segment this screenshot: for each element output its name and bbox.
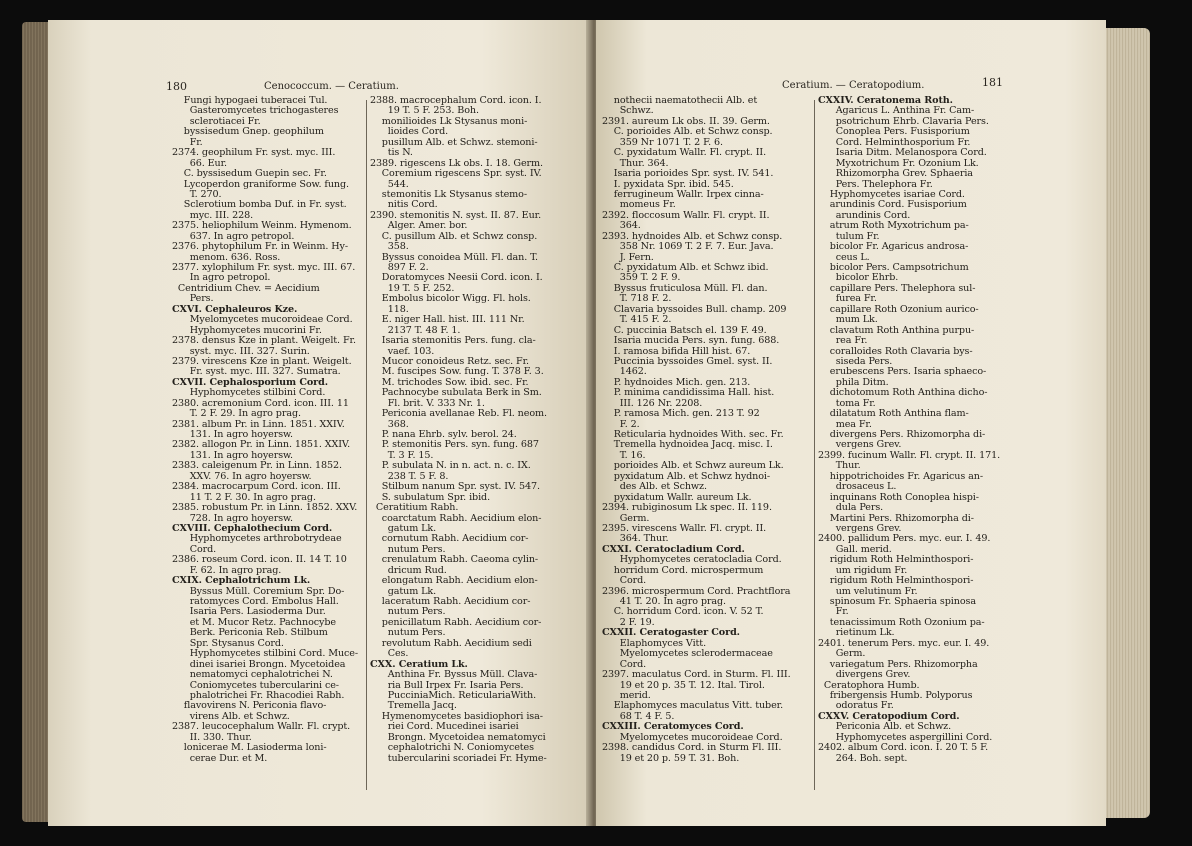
left-page-number: 180 [166,80,187,93]
text-line: furea Fr. [818,293,877,305]
text-line: fribergensis Humb. Polyporus [818,689,973,701]
text-line: flavovirens N. Periconia flavo- [172,700,327,712]
text-line: Cord. Helminthosporium Fr. [818,136,971,148]
text-line: Myelomycetes mucoroideae Cord. [172,314,353,326]
text-line: 264. Boh. sept. [818,752,908,764]
text-line: Hyphomycetes stilbini Cord. [172,387,326,399]
text-line: Brongn. Mycetoidea nematomyci [370,731,546,743]
text-line: arundinis Cord. Fusisporium [818,199,967,211]
text-line: Cord. [602,575,647,587]
text-line: penicillatum Rabh. Aecidium cor- [370,616,542,628]
text-line: Byssus fruticulosa Müll. Fl. dan. [602,282,768,294]
text-line: I. pyxidata Spr. ibid. 545. [602,178,734,190]
text-line: M. fuscipes Sow. fung. T. 378 F. 3. [370,366,544,378]
text-line: Schwz. [602,105,654,117]
text-line: 359 Nr 1071 T. 2 F. 6. [602,136,724,148]
text-line: erubescens Pers. Isaria sphaeco- [818,366,987,378]
text-line: CXXII. Ceratogaster Cord. [602,627,740,639]
text-line: ria Bull Irpex Fr. Isaria Pers. [370,679,524,691]
text-line: Clavaria byssoides Bull. champ. 209 [602,303,787,315]
text-line: variegatum Pers. Rhizomorpha [818,658,978,670]
text-line: rigidum Roth Helminthospori- [818,575,974,587]
text-line: et M. Mucor Retz. Pachnocybe [172,616,336,628]
text-line: 2396. microspermum Cord. Prachtflora [602,585,791,597]
text-line: PucciniaMich. ReticulariaWith. [370,689,537,701]
text-line: Ceratitium Rabh. [370,502,459,514]
text-line: 2401. tenerum Pers. myc. eur. I. 49. [818,637,990,649]
text-line: In agro petropol. [172,272,271,284]
text-line: mum Lk. [818,314,878,326]
right-page [596,20,1106,826]
text-line: 2375. heliophilum Weinm. Hymenom. [172,220,352,232]
text-line: 131. In agro hoyersw. [172,429,293,440]
text-line: 2390. stemonitis N. syst. II. 87. Eur. [370,209,542,221]
text-line: Reticularia hydnoides With. sec. Fr. [602,429,784,440]
text-line: Thur. 364. [602,157,669,169]
text-line: Hymenomycetes basidiophori isa- [370,710,543,722]
text-line: 2376. phytophilum Fr. in Weinm. Hy- [172,241,348,253]
text-line: virens Alb. et Schwz. [172,710,290,722]
text-line: 2374. geophilum Fr. syst. myc. III. [172,147,336,159]
text-line: XXV. 76. In agro hoyersw. [172,470,312,482]
text-line: 19 T. 5 F. 253. Boh. [370,105,479,117]
text-line: odoratus Fr. [818,700,894,712]
text-line: CXX. Ceratium Lk. [370,658,468,670]
text-line: 66. Eur. [172,157,227,169]
text-line: ferrugineum Wallr. Irpex cinna- [602,188,764,200]
text-line: Myelomycetes sclerodermaceae [602,648,773,660]
text-line: M. trichodes Sow. ibid. sec. Fr. [370,376,529,388]
text-line: Martini Pers. Rhizomorpha di- [818,512,974,524]
left-column-1 [172,96,358,764]
text-line: Hyphomycetes aspergillini Cord. [818,731,993,743]
text-line: 2398. candidus Cord. in Sturm Fl. III. [602,742,782,754]
text-line: des Alb. et Schwz. [602,481,707,493]
text-line: 2386. roseum Cord. icon. II. 14 T. 10 [172,554,347,566]
text-line: Agaricus L. Anthina Fr. Cam- [818,105,975,117]
text-line: riei Cord. Mucedinei isariei [370,721,519,733]
text-line: 2399. fucinum Wallr. Fl. crypt. II. 171. [818,449,1001,461]
text-line: CXVII. Cephalosporium Cord. [172,376,328,388]
text-line: divergens Pers. Rhizomorpha di- [818,429,986,440]
text-line: 2382. allogon Pr. in Linn. 1851. XXIV. [172,439,351,451]
text-line: 2383. caleigenum Pr. in Linn. 1852. [172,460,342,472]
text-line: T. 2 F. 29. In agro prag. [172,408,301,420]
text-line: Rhizomorpha Grev. Sphaeria [818,168,973,180]
text-line: Germ. [818,648,866,660]
text-line: sclerotiacei Fr. [172,115,261,127]
text-line: Byssus conoidea Müll. Fl. dan. T. [370,251,538,263]
text-line: CXXV. Ceratopodium Cord. [818,710,960,722]
text-line: CXXI. Ceratocladium Cord. [602,543,745,555]
text-line: Cord. [172,543,217,555]
text-line: Berk. Periconia Reb. Stilbum [172,627,328,639]
text-line: Myxotrichum Fr. Ozonium Lk. [818,157,979,169]
text-line: cornutum Rabh. Aecidium cor- [370,533,529,545]
text-line: Lycoperdon graniforme Sow. fung. [172,178,349,190]
text-line: pyxidatum Alb. et Schwz hydnoi- [602,470,771,482]
text-line: 2379. virescens Kze in plant. Weigelt. [172,355,352,367]
text-line: F. 62. In agro prag. [172,564,282,576]
text-line: Germ. [602,512,650,524]
text-line: clavatum Roth Anthina purpu- [818,324,975,336]
text-line: P. minima candidissima Hall. hist. [602,387,775,399]
text-line: nutum Pers. [370,606,446,618]
text-line: 2395. virescens Wallr. Fl. crypt. II. [602,522,767,534]
text-line: coarctatum Rabh. Aecidium elon- [370,512,542,524]
text-line: ratomyces Cord. Embolus Hall. [172,596,339,607]
text-line: 19 T. 5 F. 252. [370,282,455,294]
text-line: 2387. leucocephalum Wallr. Fl. crypt. [172,721,351,733]
text-line: dricum Rud. [370,564,447,576]
text-line: 2392. floccosum Wallr. Fl. crypt. II. [602,209,770,221]
text-line: merid. [602,689,651,701]
text-line: 238 T. 5 F. 8. [370,470,449,482]
text-line: myc. III. 228. [172,209,254,221]
text-line: III. 126 Nr. 2208. [602,397,703,409]
text-line: capillare Pers. Thelephora sul- [818,282,976,294]
text-line: Periconia avellanae Reb. Fl. neom. [370,408,547,420]
text-line: Pers. Thelephora Fr. [818,178,933,190]
text-line: Hyphomycetes isariae Cord. [818,188,965,200]
text-line: gatum Lk. [370,585,437,597]
column-rule [814,100,815,790]
text-line: 359 T. 2 F. 9. [602,272,681,284]
text-line: nematomyci cephalotrichei N. [172,669,333,681]
text-line: Isaria Pers. Lasioderma Dur. [172,606,326,618]
text-line: tulum Fr. [818,230,880,242]
text-line: Fl. brit. V. 333 Nr. 1. [370,397,485,409]
text-line: spinosum Fr. Sphaeria spinosa [818,596,976,607]
text-line: bicolor Pers. Campsotrichum [818,262,969,273]
text-line: nitis Cord. [370,199,438,211]
text-line: atrum Roth Myxotrichum pa- [818,220,969,232]
text-line: horridum Cord. microspermum [602,564,764,576]
text-line: C. puccinia Batsch el. 139 F. 49. [602,324,767,336]
text-line: revolutum Rabh. Aecidium sedi [370,637,532,649]
text-line: phalotrichei Fr. Rhacodiei Rabh. [172,689,345,701]
text-line: Ces. [370,648,409,660]
text-line: Tremella hydnoidea Jacq. misc. I. [602,439,773,451]
text-line: capillare Roth Ozonium aurico- [818,303,979,315]
text-line: ceus L. [818,251,870,263]
text-line: gatum Lk. [370,522,437,534]
text-line: dula Pers. [818,502,884,514]
text-line: elongatum Rabh. Aecidium elon- [370,575,538,587]
text-line: P. ramosa Mich. gen. 213 T. 92 [602,408,760,420]
text-line: Fr. syst. myc. III. 327. Sumatra. [172,366,341,378]
text-line: 2385. robustum Pr. in Linn. 1852. XXV. [172,502,358,514]
text-line: 131. In agro hoyersw. [172,449,293,461]
text-line: coralloides Roth Clavaria bys- [818,345,973,357]
text-line: 41 T. 20. In agro prag. [602,596,726,607]
text-line: 2381. album Pr. in Linn. 1851. XXIV. [172,418,345,430]
text-line: Cord. [602,658,647,670]
text-line: Doratomyces Neesii Cord. icon. I. [370,272,543,284]
text-line: pusillum Alb. et Schwz. stemoni- [370,136,538,148]
text-line: siseda Pers. [818,355,893,367]
text-line: Isaria stemonitis Pers. fung. cla- [370,335,536,347]
text-line: nutum Pers. [370,543,446,555]
text-line: nothecii naematothecii Alb. et [602,95,758,106]
text-line: Coniomycetes tubercularini ce- [172,679,339,691]
text-line: rigidum Roth Helminthospori- [818,554,974,566]
column-rule [366,100,367,790]
text-line: lioides Cord. [370,126,449,138]
text-line: CXVI. Cephaleuros Kze. [172,303,298,315]
text-line: porioides Alb. et Schwz aureum Lk. [602,460,784,472]
text-line: 68 T. 4 F. 5. [602,710,675,722]
text-line: T. 415 F. 2. [602,314,672,326]
text-line: vaef. 103. [370,345,435,357]
text-line: rea Fr. [818,335,868,347]
text-line: 728. In agro hoyersw. [172,512,293,524]
text-line: vergens Grev. [818,522,902,534]
text-line: dichotomum Roth Anthina dicho- [818,387,988,399]
text-line: Ceratophora Humb. [818,679,920,691]
text-line: 2384. macrocarpum Cord. icon. III. [172,481,341,493]
text-line: drosaceus L. [818,481,897,493]
text-line: E. niger Hall. hist. III. 111 Nr. [370,314,525,326]
text-line: Pachnocybe subulata Berk in Sm. [370,387,542,399]
text-line: 358 Nr. 1069 T. 2 F. 7. Eur. Java. [602,241,774,253]
text-line: tis N. [370,147,413,159]
text-line: Fr. [172,136,203,148]
left-running-head: Cenococcum. — Ceratium. [264,81,399,92]
text-line: 2397. maculatus Cord. in Sturm. Fl. III. [602,669,791,681]
text-line: bicolor Fr. Agaricus androsa- [818,241,969,253]
text-line: hippotrichoides Fr. Agaricus an- [818,470,983,482]
text-line: P. stemonitis Pers. syn. fung. 687 [370,439,539,451]
text-line: C. pyxidatum Wallr. Fl. crypt. II. [602,147,767,159]
right-column-2 [818,96,1000,764]
text-line: 2391. aureum Lk obs. II. 39. Germ. [602,115,770,127]
text-line: Isaria Ditm. Melanospora Cord. [818,147,987,159]
text-line: 19 et 20 p. 35 T. 12. Ital. Tirol. [602,679,765,691]
text-line: Gall. merid. [818,543,892,555]
text-line: pyxidatum Wallr. aureum Lk. [602,491,752,503]
text-line: um rigidum Fr. [818,564,908,576]
text-line: Fungi hypogaei tuberacei Tul. [172,95,328,106]
text-line: Mucor conoideus Retz. sec. Fr. [370,355,529,367]
text-line: 2402. album Cord. icon. I. 20 T. 5 F. [818,742,989,754]
text-line: CXXIV. Ceratonema Roth. [818,95,953,106]
text-line: 1462. [602,366,647,378]
text-line: Centridium Chev. = Aecidium [172,282,320,294]
text-line: arundinis Cord. [818,209,911,221]
text-line: 2388. macrocephalum Cord. icon. I. [370,95,542,106]
text-line: laceratum Rabh. Aecidium cor- [370,596,531,607]
text-line: CXXIII. Ceratomyces Cord. [602,721,744,733]
text-line: byssisedum Gnep. geophilum [172,126,324,138]
text-line: um velutinum Fr. [818,585,918,597]
text-line: Isaria mucida Pers. syn. fung. 688. [602,335,780,347]
text-line: 19 et 20 p. 59 T. 31. Boh. [602,752,740,764]
text-line: 2394. rubiginosum Lk spec. II. 119. [602,502,772,514]
text-line: Elaphomyces Vitt. [602,637,707,649]
text-line: Hyphomycetes mucorini Fr. [172,324,322,336]
text-line: T. 3 F. 15. [370,449,434,461]
text-line: CXIX. Cephalotrichum Lk. [172,575,311,587]
text-line: Hyphomycetes ceratocladia Cord. [602,554,782,566]
text-line: 364. [602,220,641,232]
text-line: divergens Grev. [818,669,911,681]
text-line: tenacissimum Roth Ozonium pa- [818,616,985,628]
left-column-2 [370,96,547,764]
text-line: Byssus Müll. Coremium Spr. Do- [172,585,345,597]
text-line: Stilbum nanum Spr. syst. IV. 547. [370,481,540,493]
text-line: 358. [370,241,409,253]
text-line: nutum Pers. [370,627,446,639]
text-line: 2137 T. 48 F. 1. [370,324,461,336]
text-line: Gasteromycetes trichogasteres [172,105,339,117]
text-line: 637. In agro petropol. [172,230,295,242]
text-line: 2380. acremonium Cord. icon. III. 11 [172,397,349,409]
text-line: Pers. [172,293,214,305]
text-line: C. byssisedum Guepin sec. Fr. [172,168,327,180]
text-line: menom. 636. Ross. [172,251,281,263]
text-line: cerae Dur. et M. [172,752,268,764]
text-line: monilioides Lk Stysanus moni- [370,115,528,127]
text-line: S. subulatum Spr. ibid. [370,491,491,503]
book-edge-right [1100,28,1150,818]
text-line: Puccinia byssoides Gmel. syst. II. [602,355,773,367]
text-line: Hyphomycetes stilbini Cord. Muce- [172,648,359,660]
text-line: Conoplea Pers. Fusisporium [818,126,970,138]
text-line: CXVIII. Cephalothecium Cord. [172,522,333,534]
text-line: dilatatum Roth Anthina flam- [818,408,969,420]
right-running-head: Ceratium. — Ceratopodium. [782,80,925,91]
left-page [48,20,590,826]
text-line: stemonitis Lk Stysanus stemo- [370,188,527,200]
text-line: cephalotrichi N. Coniomycetes [370,742,534,754]
text-line: rietinum Lk. [818,627,895,639]
text-line: Alger. Amer. bor. [370,220,468,232]
text-line: toma Fr. [818,397,876,409]
text-line: T. 718 F. 2. [602,293,672,305]
text-line: dinei isariei Brongn. Mycetoidea [172,658,346,670]
text-line: T. 16. [602,449,646,461]
text-line: J. Fern. [602,251,654,263]
text-line: 2389. rigescens Lk obs. I. 18. Germ. [370,157,543,169]
text-line: Coremium rigescens Spr. syst. IV. [370,168,542,180]
text-line: 2393. hydnoides Alb. et Schwz consp. [602,230,783,242]
text-line: 2378. densus Kze in plant. Weigelt. Fr. [172,335,356,347]
text-line: I. ramosa bifida Hill hist. 67. [602,345,751,357]
text-line: vergens Grev. [818,439,902,451]
text-line: Myelomycetes mucoroideae Cord. [602,731,783,743]
text-line: Periconia Alb. et Schwz. [818,721,952,733]
text-line: Hyphomycetes arthrobotrydeae [172,533,342,545]
text-line: P. nana Ehrb. sylv. berol. 24. [370,429,517,440]
text-line: C. porioides Alb. et Schwz consp. [602,126,773,138]
text-line: C. pusillum Alb. et Schwz consp. [370,230,538,242]
text-line: C. pyxidatum Alb. et Schwz ibid. [602,262,769,273]
text-line: phila Ditm. [818,376,889,388]
text-line: crenulatum Rabh. Caeoma cylin- [370,554,539,566]
text-line: Tremella Jacq. [370,700,457,712]
text-line: C. horridum Cord. icon. V. 52 T. [602,606,764,618]
text-line: Sclerotium bomba Duf. in Fr. syst. [172,199,347,211]
text-line: P. subulata N. in n. act. n. c. IX. [370,460,531,472]
text-line: 544. [370,178,409,190]
text-line: Anthina Fr. Byssus Müll. Clava- [370,669,538,681]
text-line: 364. Thur. [602,533,669,545]
text-line: 118. [370,303,409,315]
text-line: tubercularini scoriadei Fr. Hyme- [370,752,547,764]
right-page-number: 181 [982,76,1003,89]
text-line: 2 F. 19. [602,616,655,628]
text-line: P. hydnoides Mich. gen. 213. [602,376,751,388]
text-line: 2400. pallidum Pers. myc. eur. I. 49. [818,533,991,545]
text-line: Isaria porioides Spr. syst. IV. 541. [602,168,774,180]
text-line: momeus Fr. [602,199,676,211]
text-line: 368. [370,418,409,430]
text-line: F. 2. [602,418,640,430]
text-line: Fr. [818,606,849,618]
text-line: Thur. [818,460,861,472]
text-line: 897 F. 2. [370,262,429,273]
text-line: Embolus bicolor Wigg. Fl. hols. [370,293,531,305]
text-line: lonicerae M. Lasioderma loni- [172,742,327,754]
text-line: syst. myc. III. 327. Surin. [172,345,310,357]
text-line: II. 330. Thur. [172,731,252,743]
right-column-1 [602,96,791,764]
text-line: mea Fr. [818,418,872,430]
text-line: inquinans Roth Conoplea hispi- [818,491,979,503]
text-line: psotrichum Ehrb. Clavaria Pers. [818,115,989,127]
text-line: Elaphomyces maculatus Vitt. tuber. [602,700,784,712]
text-line: Spr. Stysanus Cord. [172,637,284,649]
text-line: 11 T. 2 F. 30. In agro prag. [172,491,316,503]
text-line: T. 270. [172,188,222,200]
text-line: 2377. xylophilum Fr. syst. myc. III. 67. [172,262,356,273]
text-line: bicolor Ehrb. [818,272,899,284]
